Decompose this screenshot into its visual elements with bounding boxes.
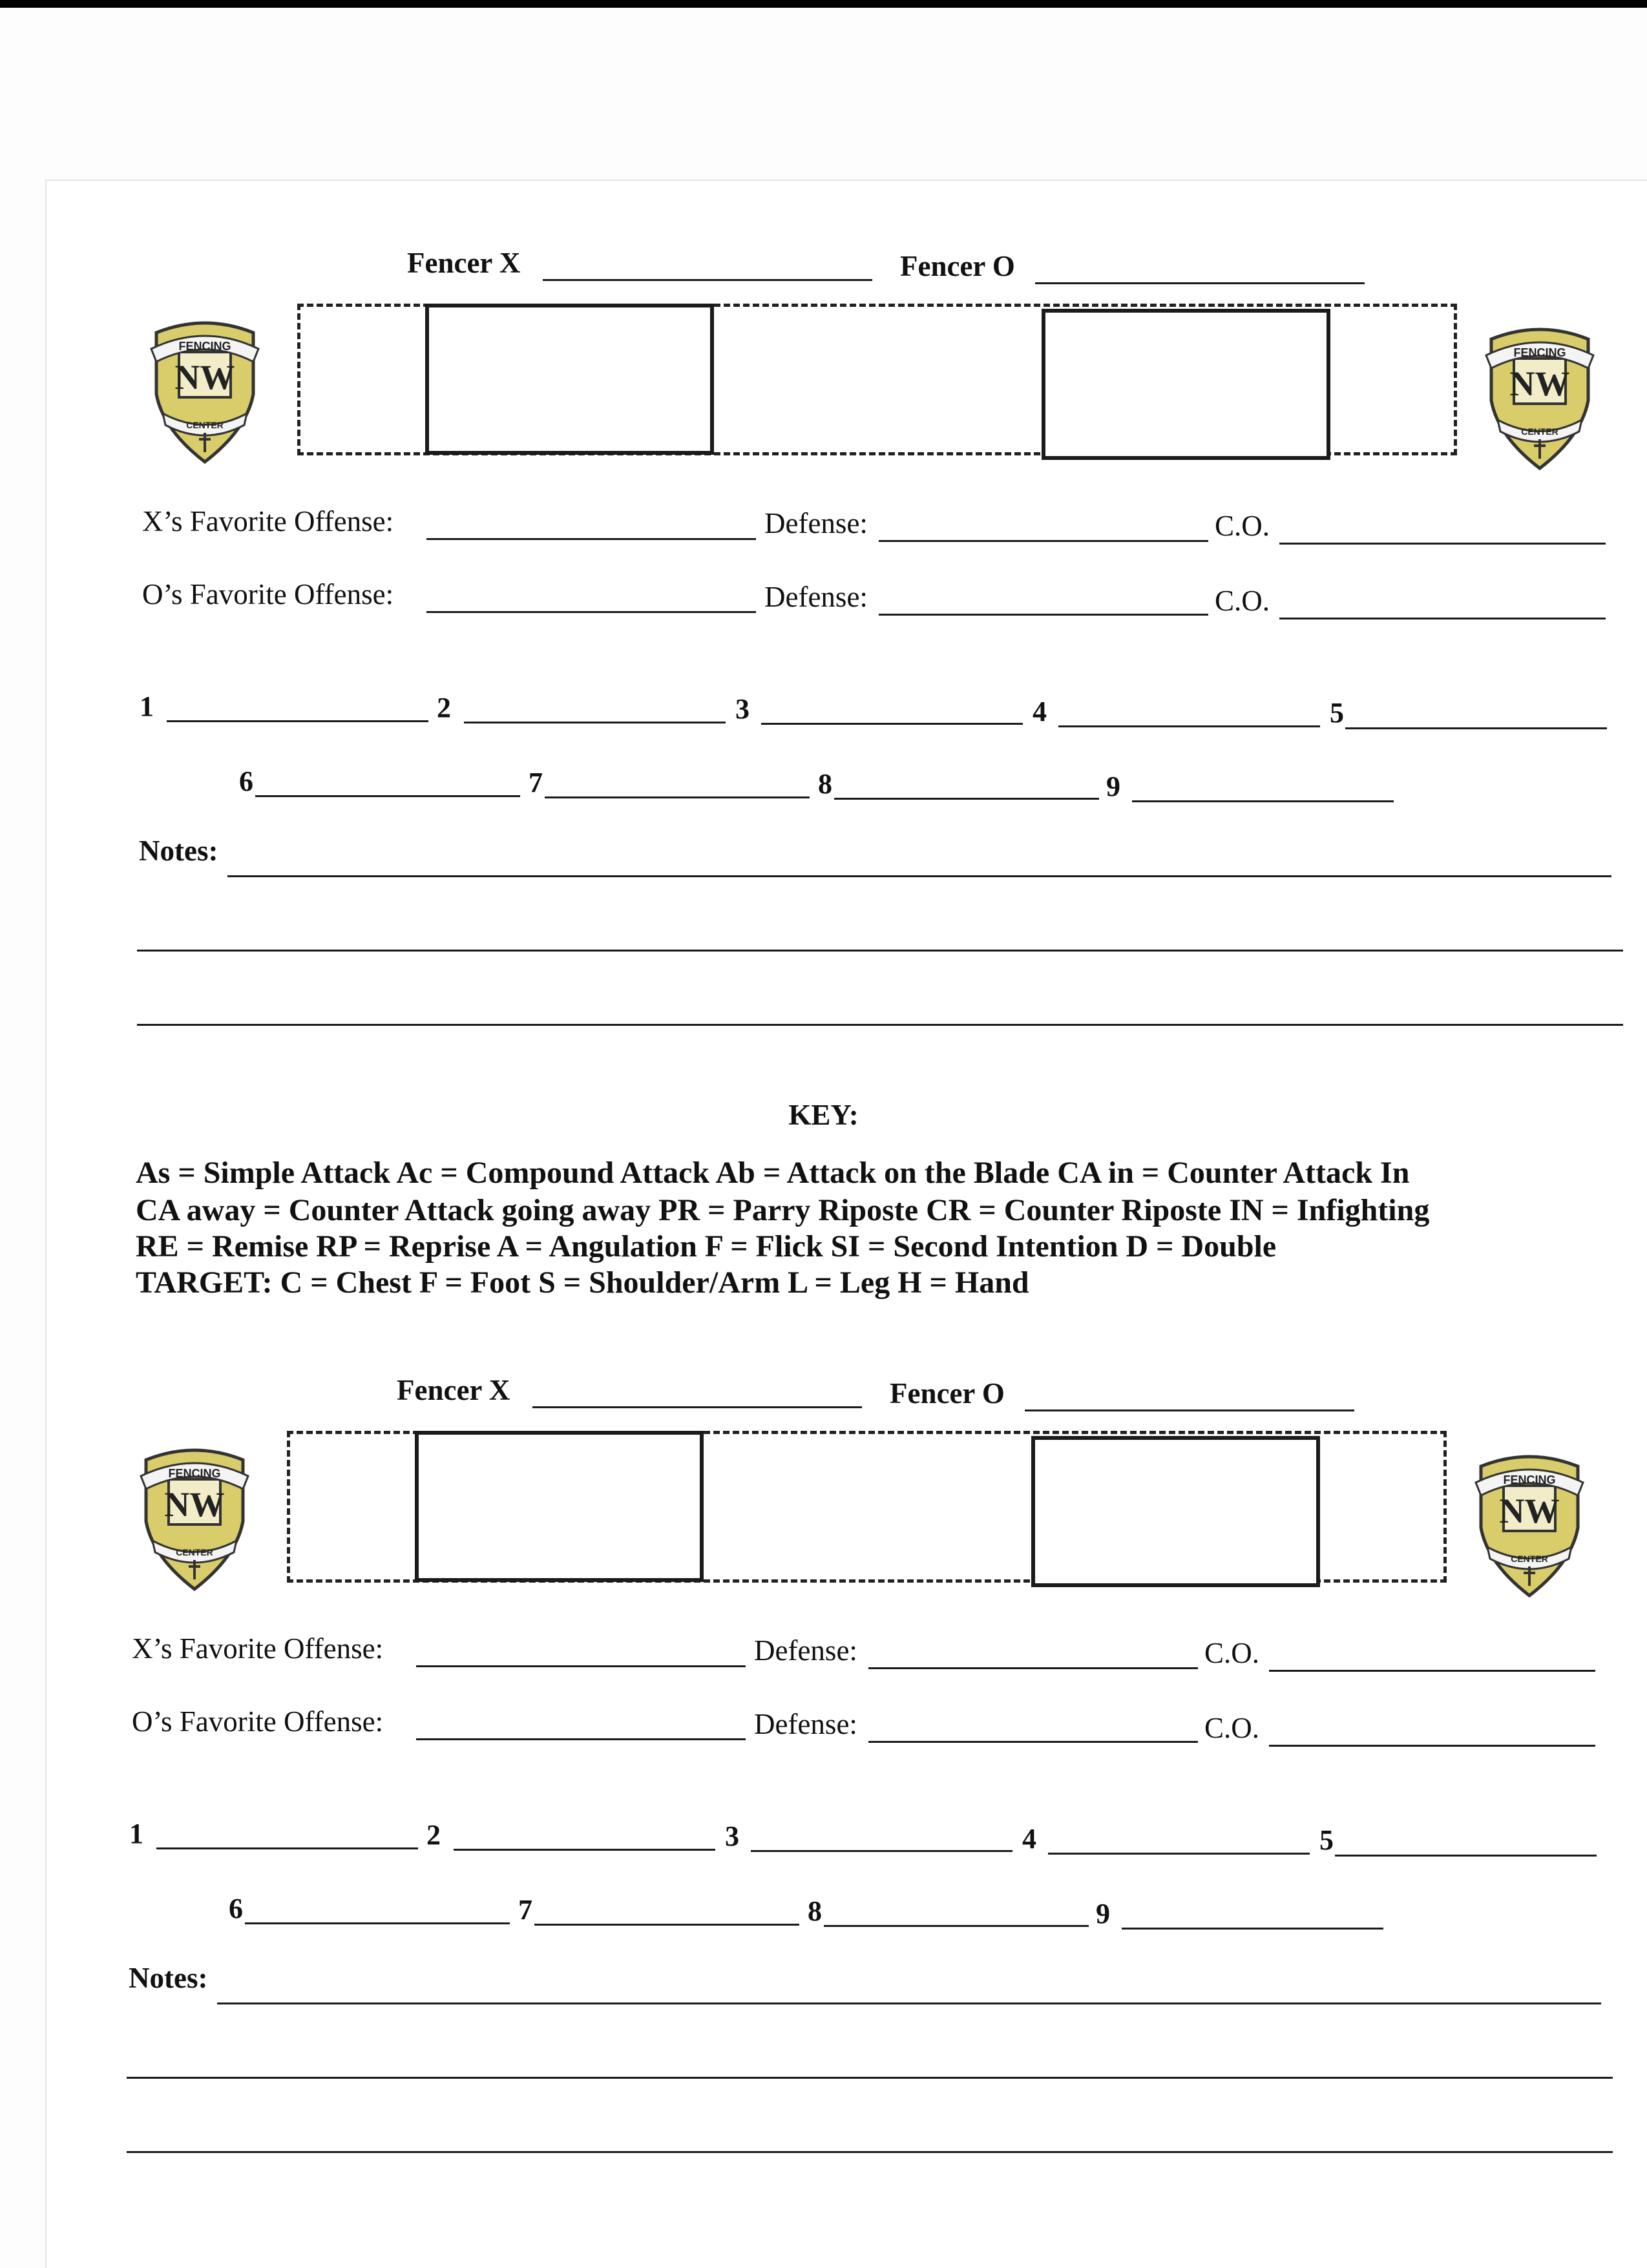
x-defense-line[interactable] [868,1667,1198,1669]
touch-line-4[interactable] [1058,725,1320,727]
notes-line-2[interactable] [137,950,1623,952]
key-line-2: CA away = Counter Attack going away PR = Parry Riposte CR = Counter Riposte IN = Infighting [136,1193,1430,1227]
fencing-center-logo-left [140,1444,249,1592]
fencer-o-label: Fencer O [890,1377,1005,1410]
svg-text:CENTER: CENTER [186,420,224,430]
touch-number-9: 9 [1096,1898,1110,1930]
fencer-x-score-box[interactable] [425,304,714,455]
touch-number-6: 6 [239,765,253,797]
x-co-line[interactable] [1269,1670,1595,1672]
touch-line-5[interactable] [1335,1855,1597,1857]
fencer-o-name-line[interactable] [1035,282,1365,284]
fencer-x-label: Fencer X [397,1374,510,1406]
notes-line-1[interactable] [227,875,1611,877]
touch-number-8: 8 [818,768,832,800]
x-favorite-offense-label: X’s Favorite Offense: [142,505,394,537]
o-co-label: C.O. [1215,585,1270,617]
svg-text:NW: NW [1499,1492,1560,1530]
svg-text:FENCING: FENCING [1513,346,1566,359]
x-co-label: C.O. [1215,510,1270,542]
key-title: KEY: [788,1099,859,1131]
notes-label: Notes: [129,1962,208,1994]
o-co-line[interactable] [1269,1745,1595,1747]
touch-line-3[interactable] [761,723,1023,725]
svg-text:FENCING: FENCING [168,1467,221,1480]
touch-number-3: 3 [735,693,750,725]
touch-line-4[interactable] [1048,1853,1310,1855]
x-defense-label: Defense: [764,507,868,539]
fencer-x-label: Fencer X [407,247,521,279]
touch-line-9[interactable] [1122,1928,1383,1930]
key-line-4: TARGET: C = Chest F = Foot S = Shoulder/Arm L = Leg H = Hand [136,1265,1029,1300]
o-co-line[interactable] [1279,618,1606,619]
o-co-label: C.O. [1204,1712,1260,1744]
o-defense-label: Defense: [754,1708,857,1740]
touch-number-5: 5 [1319,1824,1334,1856]
fencer-x-name-line[interactable] [543,279,872,281]
fencing-center-logo-right [1485,323,1595,472]
touch-line-5[interactable] [1345,727,1607,729]
svg-text:CENTER: CENTER [1521,426,1558,437]
bout-section-1 [0,0,1647,867]
touch-number-7: 7 [529,767,543,798]
svg-text:CENTER: CENTER [176,1547,213,1557]
touch-line-9[interactable] [1132,800,1394,802]
touch-number-1: 1 [129,1818,143,1849]
touch-line-2[interactable] [464,722,726,723]
touch-number-9: 9 [1106,771,1120,802]
touch-number-5: 5 [1330,697,1344,729]
touch-line-7[interactable] [534,1924,799,1926]
svg-text:NW: NW [164,1485,225,1524]
touch-line-8[interactable] [824,1925,1089,1927]
touch-line-6[interactable] [255,795,520,797]
fencer-o-score-box[interactable] [1031,1436,1320,1587]
fencing-center-logo-right [1474,1450,1584,1599]
svg-text:NW: NW [1509,364,1570,403]
notes-line-3[interactable] [127,2151,1613,2153]
touch-number-6: 6 [229,1893,243,1924]
o-offense-line[interactable] [416,1738,746,1740]
notes-line-1[interactable] [217,2003,1601,2004]
svg-text:NW: NW [174,358,235,397]
notes-line-3[interactable] [137,1024,1623,1026]
x-offense-line[interactable] [426,538,756,540]
touch-number-1: 1 [140,691,154,722]
x-co-line[interactable] [1279,543,1606,545]
touch-line-2[interactable] [454,1849,715,1851]
touch-line-1[interactable] [167,720,428,722]
key-line-3: RE = Remise RP = Reprise A = Angulation F = Flick SI = Second Intention D = Double [136,1229,1277,1264]
touch-line-7[interactable] [545,796,810,798]
touch-number-2: 2 [426,1819,441,1851]
o-favorite-offense-label: O’s Favorite Offense: [132,1705,384,1738]
notes-label: Notes: [139,835,218,867]
touch-number-4: 4 [1022,1823,1036,1855]
x-offense-line[interactable] [416,1665,746,1667]
touch-line-3[interactable] [751,1850,1012,1852]
o-favorite-offense-label: O’s Favorite Offense: [142,578,394,610]
touch-number-3: 3 [725,1820,739,1852]
svg-text:CENTER: CENTER [1511,1554,1548,1564]
svg-text:FENCING: FENCING [178,340,231,353]
touch-number-8: 8 [808,1895,822,1927]
fencer-o-label: Fencer O [900,250,1015,282]
o-defense-line[interactable] [879,614,1208,616]
x-defense-label: Defense: [754,1634,857,1667]
svg-text:FENCING: FENCING [1503,1473,1556,1486]
touch-number-4: 4 [1033,696,1047,727]
touch-line-6[interactable] [245,1922,510,1924]
touch-number-2: 2 [437,692,451,723]
o-offense-line[interactable] [426,611,756,613]
x-favorite-offense-label: X’s Favorite Offense: [132,1632,384,1665]
x-defense-line[interactable] [879,540,1208,542]
fencer-o-score-box[interactable] [1042,309,1330,460]
x-co-label: C.O. [1204,1637,1260,1669]
notes-line-2[interactable] [127,2077,1613,2079]
bout-section-2 [0,1127,1637,1994]
fencer-x-name-line[interactable] [532,1406,862,1408]
touch-line-8[interactable] [834,798,1099,800]
fencing-center-logo-left [150,317,260,465]
o-defense-label: Defense: [764,581,868,613]
fencer-x-score-box[interactable] [415,1431,704,1582]
fencer-o-name-line[interactable] [1025,1410,1354,1411]
o-defense-line[interactable] [868,1741,1198,1743]
key-line-1: As = Simple Attack Ac = Compound Attack Ab = Attack on the Blade CA in = Counter Attack In [136,1156,1410,1190]
touch-number-7: 7 [518,1894,532,1926]
touch-line-1[interactable] [156,1847,418,1849]
